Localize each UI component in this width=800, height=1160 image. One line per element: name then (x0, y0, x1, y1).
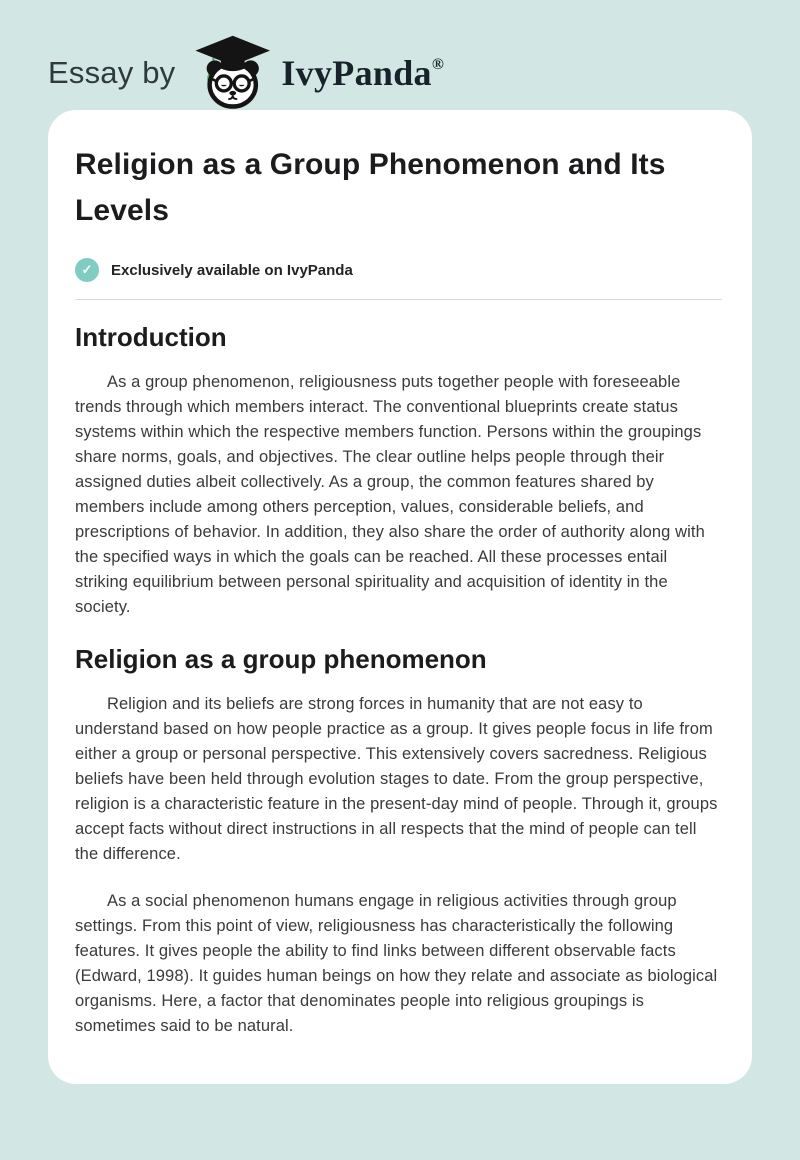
check-icon: ✓ (75, 258, 99, 282)
page-title: Religion as a Group Phenomenon and Its Levels (75, 148, 666, 227)
essay-card (48, 110, 752, 1084)
divider (75, 299, 722, 300)
essay-by-label: Essay by (48, 55, 176, 90)
brand-logo[interactable] (191, 35, 444, 111)
brand-name: IvyPanda® (281, 53, 445, 93)
group-phenomenon-heading: Religion as a group phenomenon (75, 644, 487, 674)
group-phenomenon-paragraph-1: Religion and its beliefs are strong forces in humanity that are not easy to understand based on how people practice as a group. It gives people focus in life from either a group or personal perspective. This extensively covers sacredness. Religious beliefs have been held through evolution stages to date. From the group perspective, religion is a characteristic feature in the present-day mind of people. Through it, groups accept facts without direct instructions in all respects that the mind of people can tell the difference. (75, 695, 718, 863)
introduction-paragraph: As a group phenomenon, religiousness puts together people with foreseeable trends through which members interact. The conventional blueprints create status systems within which the respective members function. Persons within the groupings share norms, goals, and objectives. The clear outline helps people through their assigned duties albeit collectively. As a group, the common features shared by members include among others perception, values, considerable beliefs, and prescriptions of behavior. In addition, they also share the order of authority along with the specified ways in which the goals can be reached. All these processes entail striking equilibrium between personal spirituality and acquisition of identity in the society. (75, 373, 705, 616)
section-group-phenomenon (75, 642, 722, 1039)
exclusive-badge-label: Exclusively available on IvyPanda (111, 261, 353, 279)
introduction-heading: Introduction (75, 322, 227, 352)
exclusive-badge (75, 258, 722, 282)
section-introduction (75, 320, 722, 620)
site-header (0, 0, 800, 110)
panda-graduate-icon (191, 35, 273, 111)
registered-mark: ® (431, 56, 445, 73)
group-phenomenon-paragraph-2: As a social phenomenon humans engage in religious activities through group settings. From this point of view, religiousness has characteristically the following features. It gives people the ability to find links between different observable facts (Edward, 1998). It guides human beings on how they relate and associate as biological organisms. Here, a factor that denominates people into religious groupings is sometimes said to be natural. (75, 892, 718, 1035)
